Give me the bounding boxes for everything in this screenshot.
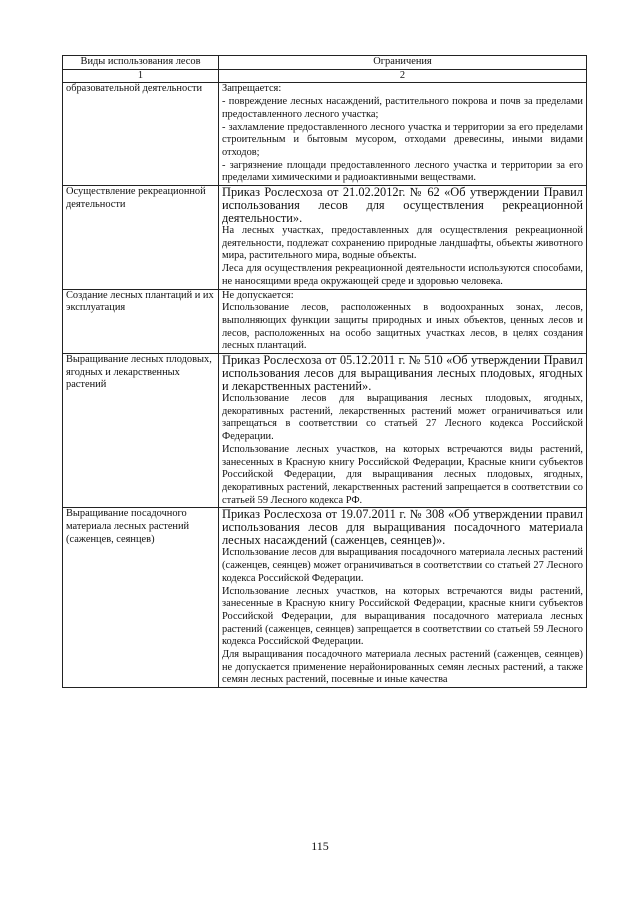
header-restrictions: Ограничения xyxy=(219,56,587,70)
restriction-paragraph: На лесных участках, предоставленных для осуществления рекреационной деятельности, подлежат сохранению природные ландшафты, объекты животного мира, растительного мира, водные объекты. xyxy=(222,225,583,262)
forest-use-type-cell: Осуществление рекреационной деятельности xyxy=(63,186,219,290)
restriction-paragraph: Использование лесных участков, на которых встречаются виды растений, занесенных в Красную книгу Российской Федерации, Красные книги субъектов Российской Федерации, для выращивания лесных плодовых, ягодных, декоративных растений, лекарственных растений запрещается в соответствии со статьей 59 Лесного кодекса РФ. xyxy=(222,443,583,506)
restriction-paragraph: Использование лесов, расположенных в водоохранных зонах, лесов, выполняющих функции защиты природных и иных объектов, ценных лесов и лесов, расположенных на особо защитных участках лесов, в целях создания лесных плантаций. xyxy=(222,302,583,352)
restriction-paragraph: - загрязнение площади предоставленного лесного участка и территории за его пределами химическими и радиоактивными веществами. xyxy=(222,159,583,184)
restriction-paragraph: - повреждение лесных насаждений, растительного покрова и почв за пределами предоставленного лесного участка; xyxy=(222,96,583,120)
forest-use-type-cell: образовательной деятельности xyxy=(63,83,219,186)
table-row xyxy=(63,83,587,186)
restriction-paragraph: Леса для осуществления рекреационной деятельности используются способами, не наносящими вреда окружающей среде и здоровью человека. xyxy=(222,263,583,287)
regulation-reference: Приказ Рослесхоза от 05.12.2011 г. № 510 «Об утверждении Правил использования лесов для выращивания лесных плодовых, ягодных и лекарственных растений». xyxy=(222,353,583,394)
regulation-reference: Приказ Рослесхоза от 21.02.2012г. № 62 «Об утверждении Правил использования лесов для осуществления рекреационной деятельности». xyxy=(222,185,583,226)
table-row xyxy=(63,186,587,290)
table-header-row xyxy=(63,56,587,70)
table-row xyxy=(63,508,587,688)
regulation-reference: Приказ Рослесхоза от 19.07.2011 г. № 308 «Об утверждении правил использования лесов для выращивания посадочного материала лесных насаждений (саженцев, сеянцев)». xyxy=(222,507,583,548)
restriction-paragraph: Запрещается: xyxy=(222,83,282,95)
restriction-paragraph: Использование лесных участков, на которых встречаются виды растений, занесенные в Красную книгу Российской Федерации, красные книги субъектов Российской Федерации, для выращивания посадочного материала лесных растений (саженцев, сеянцев) запрещается в соответствии со статьей 59 Лесного кодекса Российской Федерации. xyxy=(222,585,583,648)
table-body xyxy=(63,83,587,688)
restriction-paragraph: Не допускается: xyxy=(222,289,294,301)
column-number-row xyxy=(63,69,587,83)
column-number-1: 1 xyxy=(63,69,219,83)
restriction-cell xyxy=(219,354,587,508)
forest-use-type-cell: Выращивание лесных плодовых, ягодных и лекарственных растений xyxy=(63,354,219,508)
restrictions-table xyxy=(62,55,587,688)
page-number: 115 xyxy=(311,839,329,853)
column-number-2: 2 xyxy=(219,69,587,83)
restriction-cell xyxy=(219,186,587,290)
table-row xyxy=(63,289,587,354)
forest-use-type-cell: Выращивание посадочного материала лесных растений (саженцев, сеянцев) xyxy=(63,508,219,688)
restriction-paragraph: Для выращивания посадочного материала лесных растений (саженцев, сеянцев) не допускается применение нерайонированных семян лесных растений, а также семян лесных растений, посевные и иные качества xyxy=(222,649,583,686)
header-forest-use-types: Виды использования лесов xyxy=(63,56,219,70)
restriction-paragraph: Использование лесов для выращивания посадочного материала лесных растений (саженцев, сеянцев) может ограничиваться в соответствии со статьей 27 Лесного кодекса Российской Федерации. xyxy=(222,547,583,584)
restriction-cell xyxy=(219,508,587,688)
forest-use-type-cell: Создание лесных плантаций и их эксплуатация xyxy=(63,289,219,354)
restriction-cell xyxy=(219,289,587,354)
restriction-cell xyxy=(219,83,587,186)
restriction-paragraph: - захламление предоставленного лесного участка и территории за его пределами строительным и бытовым мусором, отходами древесины, иными видами отходов; xyxy=(222,121,583,158)
table-row xyxy=(63,354,587,508)
restriction-paragraph: Использование лесов для выращивания лесных плодовых, ягодных, декоративных растений, лекарственных растений может ограничиваться или запрещаться в соответствии со статьей 27 Лесного кодекса Российской Федерации. xyxy=(222,393,583,443)
